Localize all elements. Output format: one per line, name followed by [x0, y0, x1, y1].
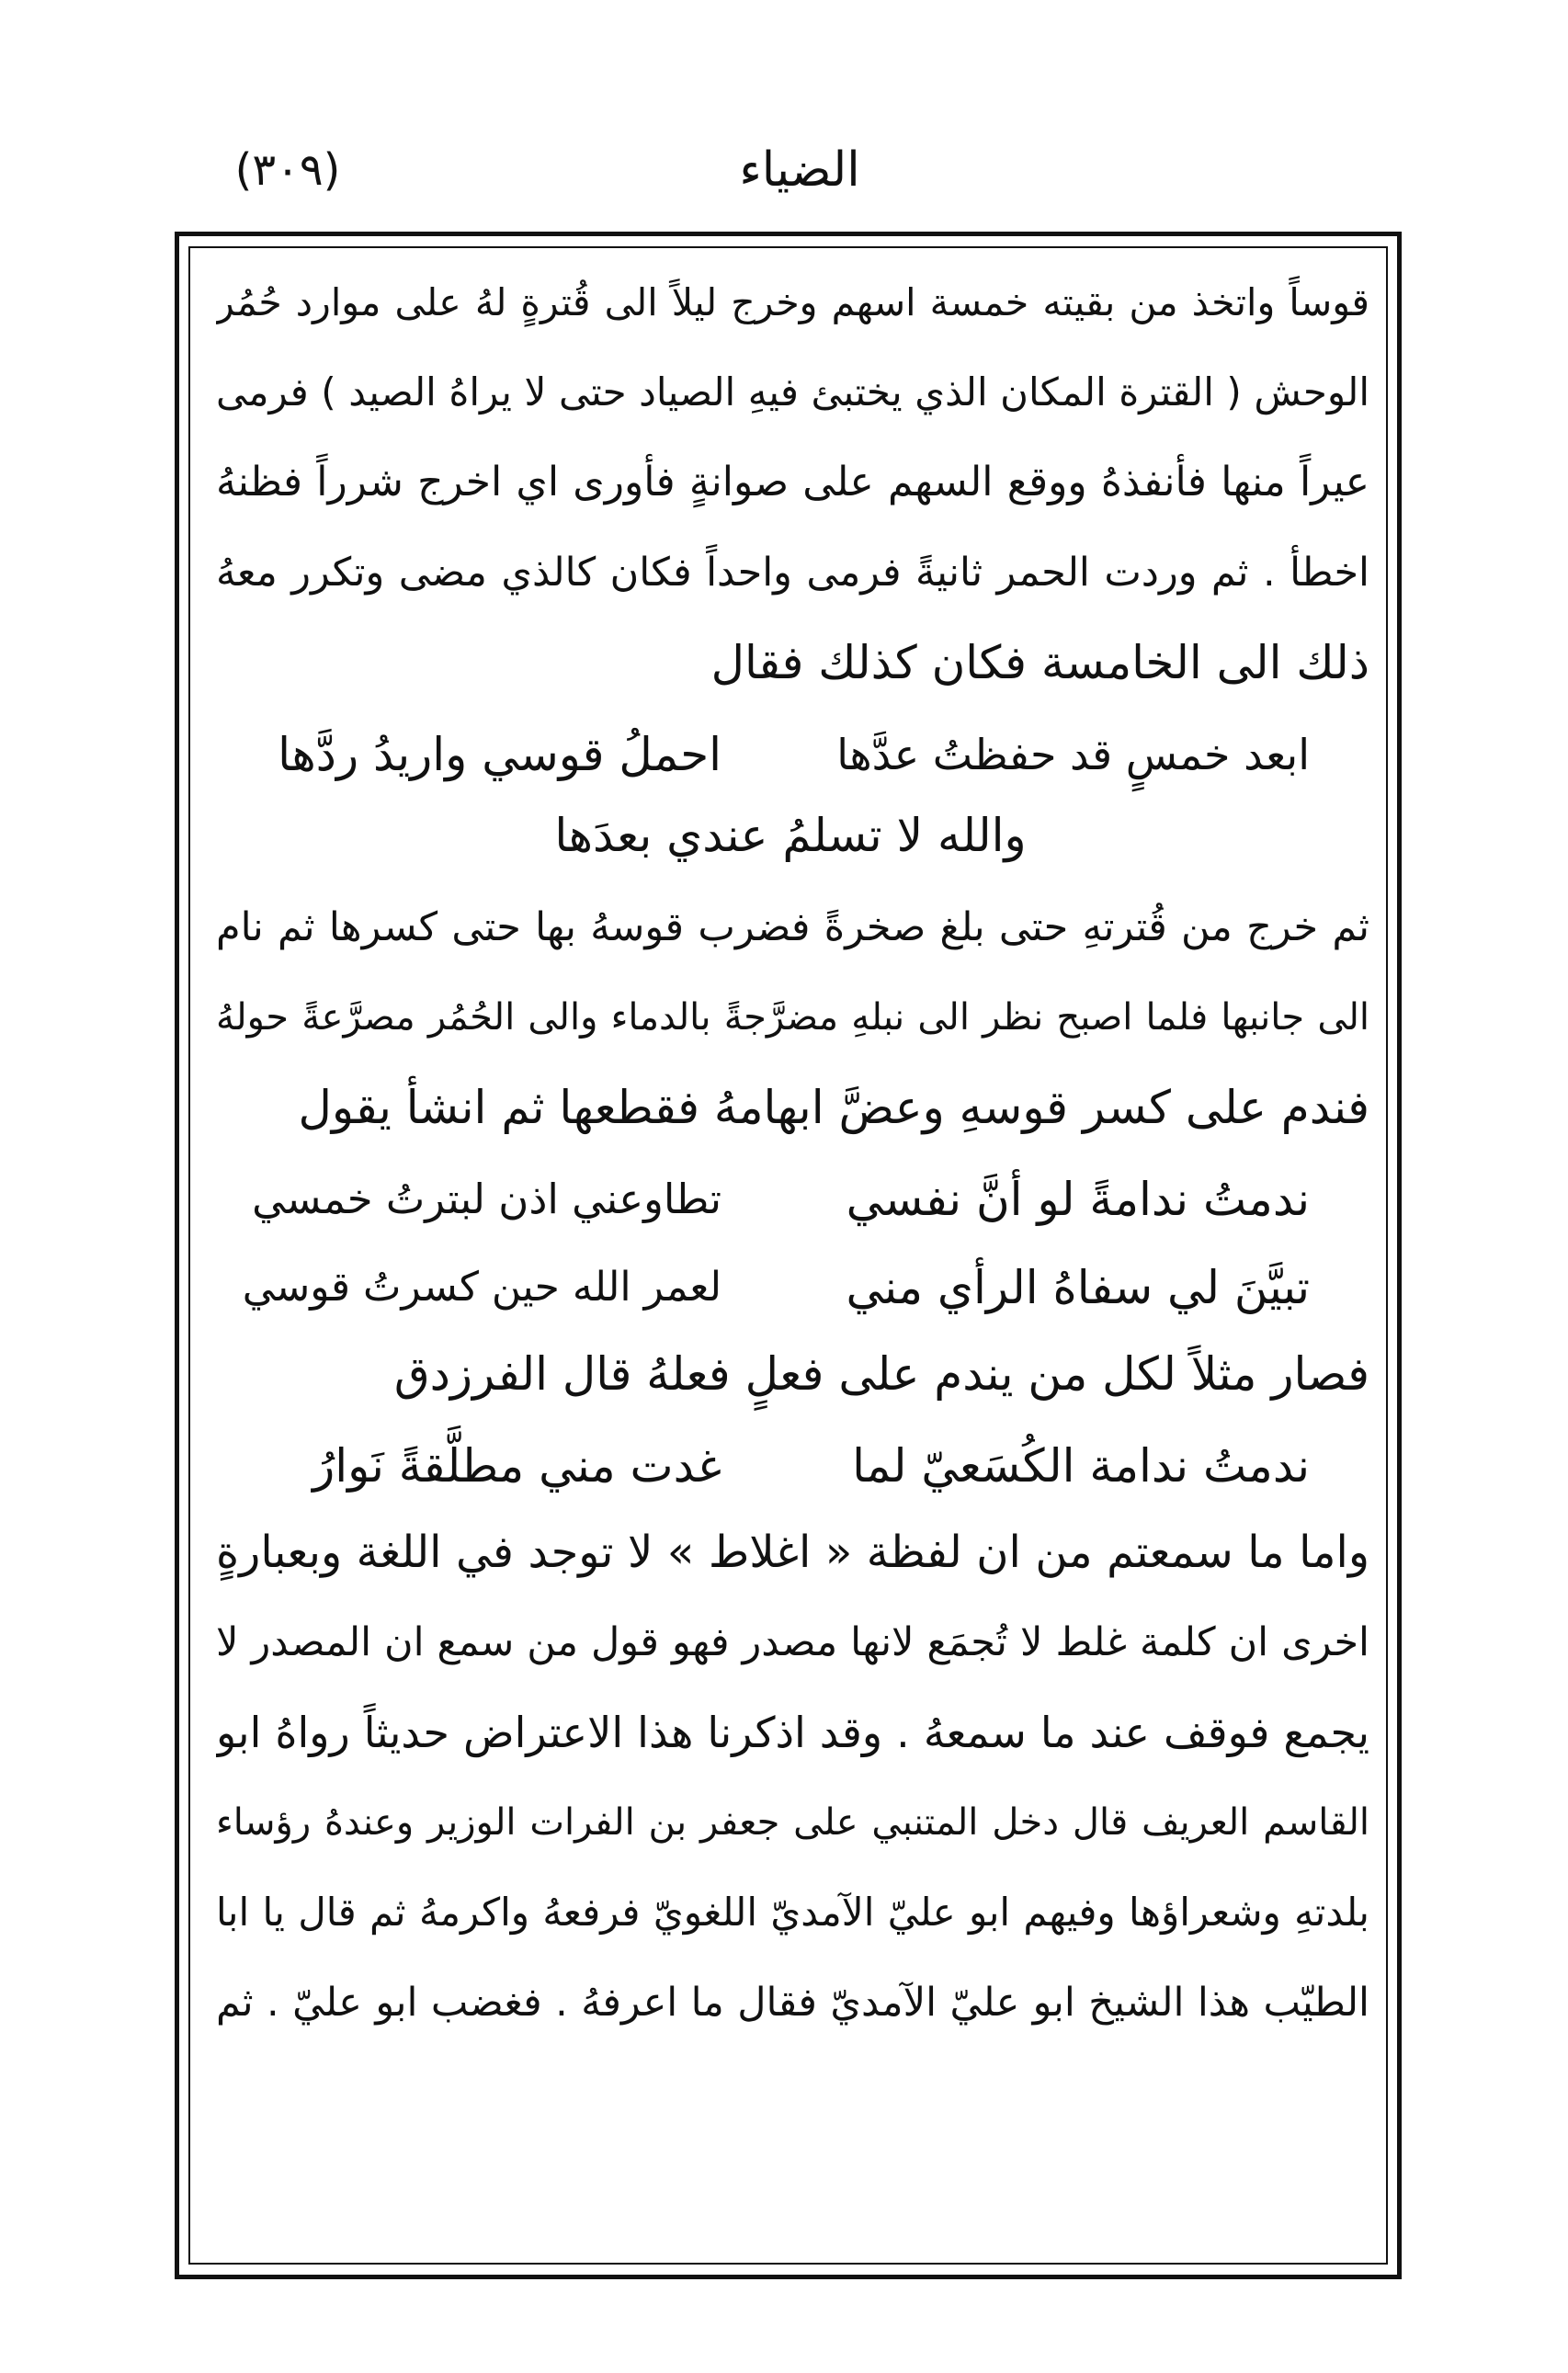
page-number: (٣٠٩)	[234, 144, 341, 196]
verse-hemistich: ندمتُ ندامة الكُسَعيّ لما	[852, 1439, 1310, 1493]
text-line: فندم على كسر قوسهِ وعضَّ ابهامهُ فقطعها ثم انشأ يقول	[298, 1081, 1369, 1134]
text-line: قوساً واتخذ من بقيته خمسة اسهم وخرج ليلاً الى قُترةٍ لهُ على موارد حُمُر	[216, 280, 1369, 324]
text-line: واما ما سمعتم من ان لفظة « اغلاط » لا توجد في اللغة وبعبارةٍ	[216, 1527, 1369, 1578]
text-line: اخطأ . ثم وردت الحمر ثانيةً فرمى واحداً فكان كالذي مضى وتكرر معهُ	[216, 550, 1369, 596]
page-body	[216, 257, 1369, 2252]
text-line: اخرى ان كلمة غلط لا تُجمَع لانها مصدر فهو قول من سمع ان المصدر لا	[216, 1619, 1369, 1665]
text-line: الوحش ( القترة المكان الذي يختبئ فيهِ الصياد حتى لا يراهُ الصيد ) فرمى	[216, 369, 1369, 414]
verse-hemistich: تطاوعني اذن لبترتُ خمسي	[252, 1175, 722, 1223]
text-line: الى جانبها فلما اصبح نظر الى نبلهِ مضرَّجةً بالدماء والى الحُمُر مصرَّعةً حولهُ	[216, 996, 1369, 1039]
text-line: بلدتهِ وشعراؤها وفيهم ابو عليّ الآمديّ اللغويّ فرفعهُ واكرمهُ ثم قال يا ابا	[216, 1890, 1369, 1935]
verse-hemistich: غدت مني مطلَّقةً نَوارُ	[312, 1439, 722, 1493]
verse-line: والله لا تسلمُ عندي بعدَها	[554, 809, 1027, 862]
text-line: عيراً منها فأنفذهُ ووقع السهم على صوانةٍ فأورى اي اخرج شرراً فظنهُ	[216, 459, 1369, 505]
verse-hemistich: ندمتُ ندامةً لو أنَّ نفسي	[846, 1173, 1310, 1226]
page-title: الضياء	[739, 142, 860, 198]
text-line: ذلك الى الخامسة فكان كذلك فقال	[710, 636, 1369, 689]
verse-hemistich: احملُ قوسي واريدُ ردَّها	[278, 728, 722, 781]
verse-hemistich: ابعد خمسٍ قد حفظتُ عدَّها	[836, 730, 1310, 779]
text-line: القاسم العريف قال دخل المتنبي على جعفر بن الفرات الوزير وعندهُ رؤساء	[216, 1801, 1369, 1844]
text-line: يجمع فوقف عند ما سمعهُ . وقد اذكرنا هذا الاعتراض حديثاً رواهُ ابو	[216, 1708, 1369, 1757]
text-line: ثم خرج من قُترتهِ حتى بلغ صخرةً فضرب قوسهُ بها حتى كسرها ثم نام	[216, 904, 1369, 950]
verse-hemistich: لعمر الله حين كسرتُ قوسي	[242, 1264, 722, 1311]
text-line: الطيّب هذا الشيخ ابو عليّ الآمديّ فقال ما اعرفهُ . فغضب ابو عليّ . ثم	[216, 1980, 1369, 2026]
verse-hemistich: تبيَّنَ لي سفاهُ الرأي مني	[846, 1261, 1310, 1314]
page-header	[0, 138, 1568, 211]
text-line: فصار مثلاً لكل من يندم على فعلٍ فعلهُ قال الفرزدق	[393, 1347, 1369, 1401]
